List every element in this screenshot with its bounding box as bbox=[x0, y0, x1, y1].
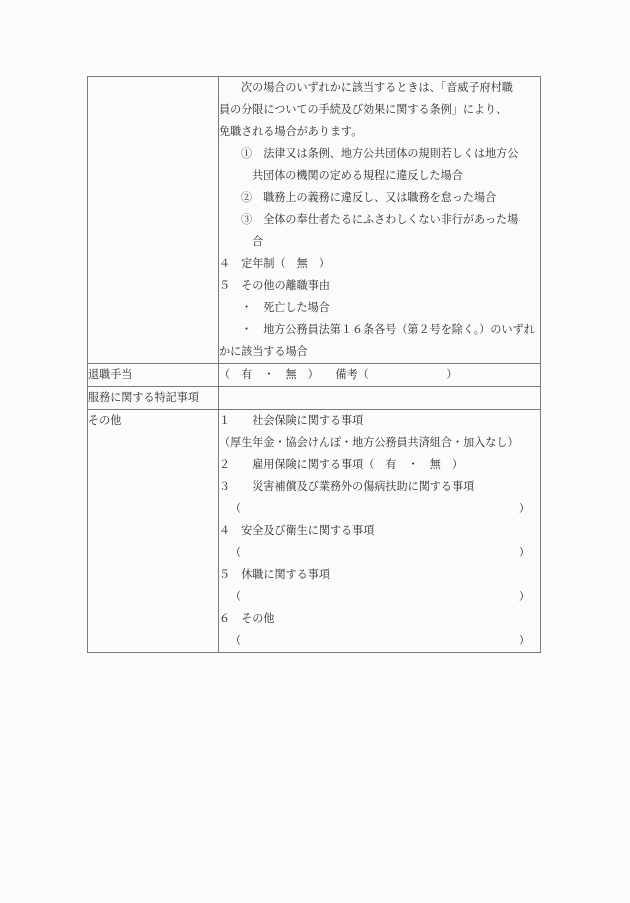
other-row-label: その他 bbox=[88, 410, 219, 653]
text-line: （ 有 ・ 無 ） 備考（ ） bbox=[219, 369, 458, 381]
open-paren: （ bbox=[230, 635, 242, 647]
fill-in-field[interactable] bbox=[219, 630, 540, 652]
text-line: ① 法律又は条例、地方公共団体の規則若しくは地方公 bbox=[241, 148, 519, 160]
text-line: 員の分限についての手続及び効果に関する条例」により、 bbox=[219, 104, 508, 116]
service-notes-row-content bbox=[219, 387, 541, 410]
close-paren: ） bbox=[518, 503, 530, 515]
empty-content-area[interactable] bbox=[219, 387, 540, 408]
open-paren: （ bbox=[230, 547, 242, 559]
text-line: ２ 雇用保険に関する事項（ 有 ・ 無 ） bbox=[219, 459, 464, 471]
text-line: ５ 休職に関する事項 bbox=[219, 569, 330, 581]
text-line: ３ 災害補償及び業務外の傷病扶助に関する事項 bbox=[219, 481, 475, 493]
text-line: 共団体の機関の定める規程に違反した場合 bbox=[252, 170, 463, 182]
text-line: ・ 地方公務員法第１６条各号（第２号を除く。）のいずれ bbox=[241, 324, 535, 336]
retirement-allowance-row-label: 退職手当 bbox=[88, 364, 219, 387]
text-line: 合 bbox=[252, 236, 264, 248]
other-row-content bbox=[219, 410, 541, 653]
text-line: ５ その他の離職事由 bbox=[219, 280, 330, 292]
table-row bbox=[88, 410, 541, 653]
text-line: ６ その他 bbox=[219, 613, 275, 625]
text-line: ４ 定年制（ 無 ） bbox=[219, 258, 330, 270]
fill-in-field[interactable] bbox=[219, 542, 540, 564]
retirement-allowance-row-content bbox=[219, 364, 541, 387]
fill-in-field[interactable] bbox=[219, 498, 540, 520]
conditions-table bbox=[87, 76, 541, 653]
text-line: （厚生年金・協会けんぽ・地方公務員共済組合・加入なし） bbox=[219, 437, 519, 449]
table-row bbox=[88, 77, 541, 364]
text-line: ４ 安全及び衛生に関する事項 bbox=[219, 525, 375, 537]
text-line: ② 職務上の義務に違反し、又は職務を怠った場合 bbox=[241, 192, 497, 204]
table-body bbox=[88, 77, 541, 653]
table-row bbox=[88, 364, 541, 387]
text-line: かに該当する場合 bbox=[219, 346, 308, 358]
open-paren: （ bbox=[230, 591, 242, 603]
service-notes-row-label: 服務に関する特記事項 bbox=[88, 387, 219, 410]
text-line: 免職される場合があります。 bbox=[219, 126, 363, 138]
text-line: ③ 全体の奉仕者たるにふさわしくない非行があった場 bbox=[241, 214, 519, 226]
text-line: １ 社会保険に関する事項 bbox=[219, 415, 364, 427]
dismissal-conditions-row-label bbox=[88, 77, 219, 364]
table-row bbox=[88, 387, 541, 410]
dismissal-conditions-row-content bbox=[219, 77, 541, 364]
open-paren: （ bbox=[230, 503, 242, 515]
text-line: ・ 死亡した場合 bbox=[241, 302, 330, 314]
close-paren: ） bbox=[518, 635, 530, 647]
close-paren: ） bbox=[518, 591, 530, 603]
close-paren: ） bbox=[518, 547, 530, 559]
text-line: 次の場合のいずれかに該当するときは、「音威子府村職 bbox=[241, 82, 513, 94]
fill-in-field[interactable] bbox=[219, 586, 540, 608]
